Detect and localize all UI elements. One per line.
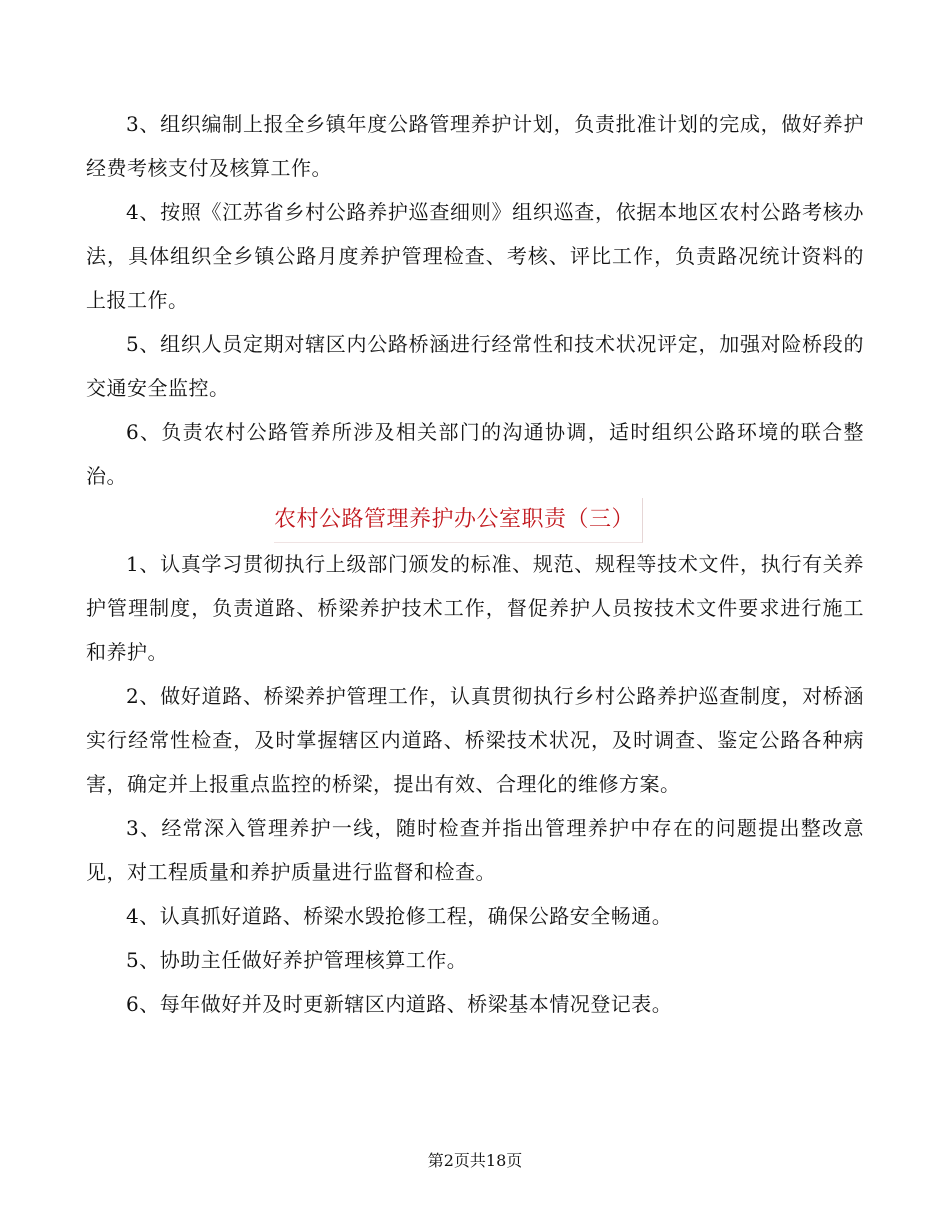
document-body: [86, 102, 864, 1026]
paragraph-2-2: 2、做好道路、桥梁养护管理工作，认真贯彻执行乡村公路养护巡查制度，对桥涵实行经常性检查，及时掌握辖区内道路、桥梁技术状况，及时调查、鉴定公路各种病害，确定并上报重点监控的桥梁，提出有效、合理化的维修方案。: [86, 684, 864, 796]
section-title-text: 农村公路管理养护办公室职责（三）: [274, 498, 643, 543]
paragraph-1-4: 4、按照《江苏省乡村公路养护巡查细则》组织巡查，依据本地区农村公路考核办法，具体组织全乡镇公路月度养护管理检查、考核、评比工作，负责路况统计资料的上报工作。: [86, 200, 864, 312]
paragraph-2-4: 4、认真抓好道路、桥梁水毁抢修工程，确保公路安全畅通。: [126, 904, 673, 928]
page-number: 第2页共18页: [427, 1151, 523, 1170]
paragraph-1-6: 6、负责农村公路管养所涉及相关部门的沟通协调，适时组织公路环境的联合整治。: [86, 420, 864, 488]
paragraph-2-3: 3、经常深入管理养护一线，随时检查并指出管理养护中存在的问题提出整改意见，对工程质量和养护质量进行监督和检查。: [86, 816, 864, 884]
paragraph-2-1: 1、认真学习贯彻执行上级部门颁发的标准、规范、规程等技术文件，执行有关养护管理制度，负责道路、桥梁养护技术工作，督促养护人员按技术文件要求进行施工和养护。: [86, 552, 864, 664]
paragraph-2-5: 5、协助主任做好养护管理核算工作。: [126, 948, 468, 972]
section-heading: [86, 498, 864, 542]
paragraph-2-6: 6、每年做好并及时更新辖区内道路、桥梁基本情况登记表。: [126, 992, 673, 1016]
paragraph-1-3: 3、组织编制上报全乡镇年度公路管理养护计划，负责批准计划的完成，做好养护经费考核支付及核算工作。: [86, 112, 864, 180]
paragraph-1-5: 5、组织人员定期对辖区内公路桥涵进行经常性和技术状况评定，加强对险桥段的交通安全监控。: [86, 332, 864, 400]
